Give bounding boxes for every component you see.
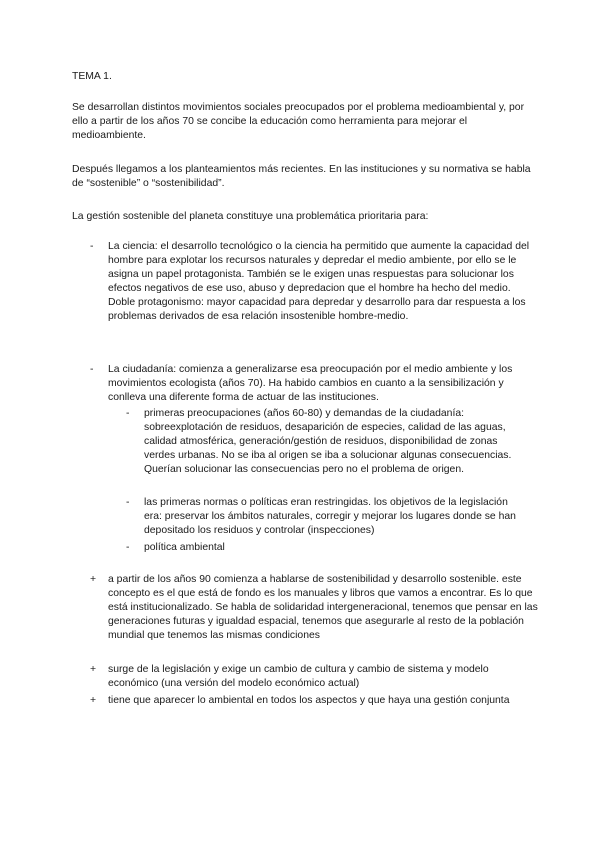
paragraph-gestion: La gestión sostenible del planeta constituye una problemática prioritaria para: (72, 211, 429, 222)
paragraph-recent: Después llegamos a los planteamientos más recientes. En las instituciones y su normativa se habla de “sostenible” o “sostenibilidad”. (72, 164, 531, 189)
list-item-text: La ciencia: el desarrollo tecnológico o la ciencia ha permitido que aumente la capacidad del hombre para explotar los recursos naturales y depredar el medio ambiente, por ello se le asigna un papel protagonista. También se le exigen unas respuestas para solucionar los efectos negativos de ese uso, abuso y depredacion que el hombre ha hecho del medio. Doble protagonismo: mayor capacidad para depredar y desarrollo para dar respuesta a los problemas derivados de esa relación insostenible hombre-medio. (108, 241, 530, 322)
sublist-item-text: las primeras normas o políticas eran restringidas. los objetivos de la legislación era: preservar los ámbitos naturales, corregir y mejorar los lugares donde se han depositado los residuos y controlar (inspecciones) (144, 497, 516, 536)
list-marker: - (90, 364, 94, 375)
list-item-text: a partir de los años 90 comienza a hablarse de sostenibilidad y desarrollo sostenible. este concepto es el que está de fondo es los manuales y libros que vamos a encontrar. Es lo que está institucionalizado. Se habla de solidaridad intergeneracional, tenemos que pensar en las generaciones futuras y igualdad espacial, tenemos que asegurarle al resto de la población mundial que tenemos las mismas condiciones (108, 574, 538, 641)
list-marker: - (90, 241, 94, 252)
list-marker: + (90, 574, 97, 585)
sublist-item-text: primeras preocupaciones (años 60-80) y demandas de la ciudadanía: sobreexplotación de residuos, desaparición de especies, calidad de las aguas, calidad atmosférica, generación/gestión de residuos, disponibilidad de zonas verdes urbanas. No se iba al origen se iba a solucionar algunas consecuencias. Querían solucionar las consecuencias pero no el problema de origen. (144, 408, 512, 475)
sublist-marker: - (126, 497, 130, 508)
sublist-marker: - (126, 408, 130, 419)
document-title: TEMA 1. (72, 71, 112, 82)
paragraph-intro: Se desarrollan distintos movimientos sociales preocupados por el problema medioambiental y, por ello a partir de los años 70 se concibe la educación como herramienta para mejorar el medioambiente. (72, 102, 525, 141)
sublist-marker: - (126, 542, 130, 553)
list-marker: + (90, 695, 97, 706)
list-item-text: surge de la legislación y exige un cambio de cultura y cambio de sistema y modelo económico (una versión del modelo económico actual) (108, 664, 489, 689)
sublist-item-text: política ambiental (144, 542, 225, 553)
list-item-text: tiene que aparecer lo ambiental en todos los aspectos y que haya una gestión conjunta (108, 695, 510, 706)
list-item-text: La ciudadanía: comienza a generalizarse esa preocupación por el medio ambiente y los movimientos ecologista (años 70). Ha habido cambios en cuanto a la sensibilización y conlleva una diferente forma de actuar de las instituciones. (108, 364, 513, 403)
list-marker: + (90, 664, 97, 675)
